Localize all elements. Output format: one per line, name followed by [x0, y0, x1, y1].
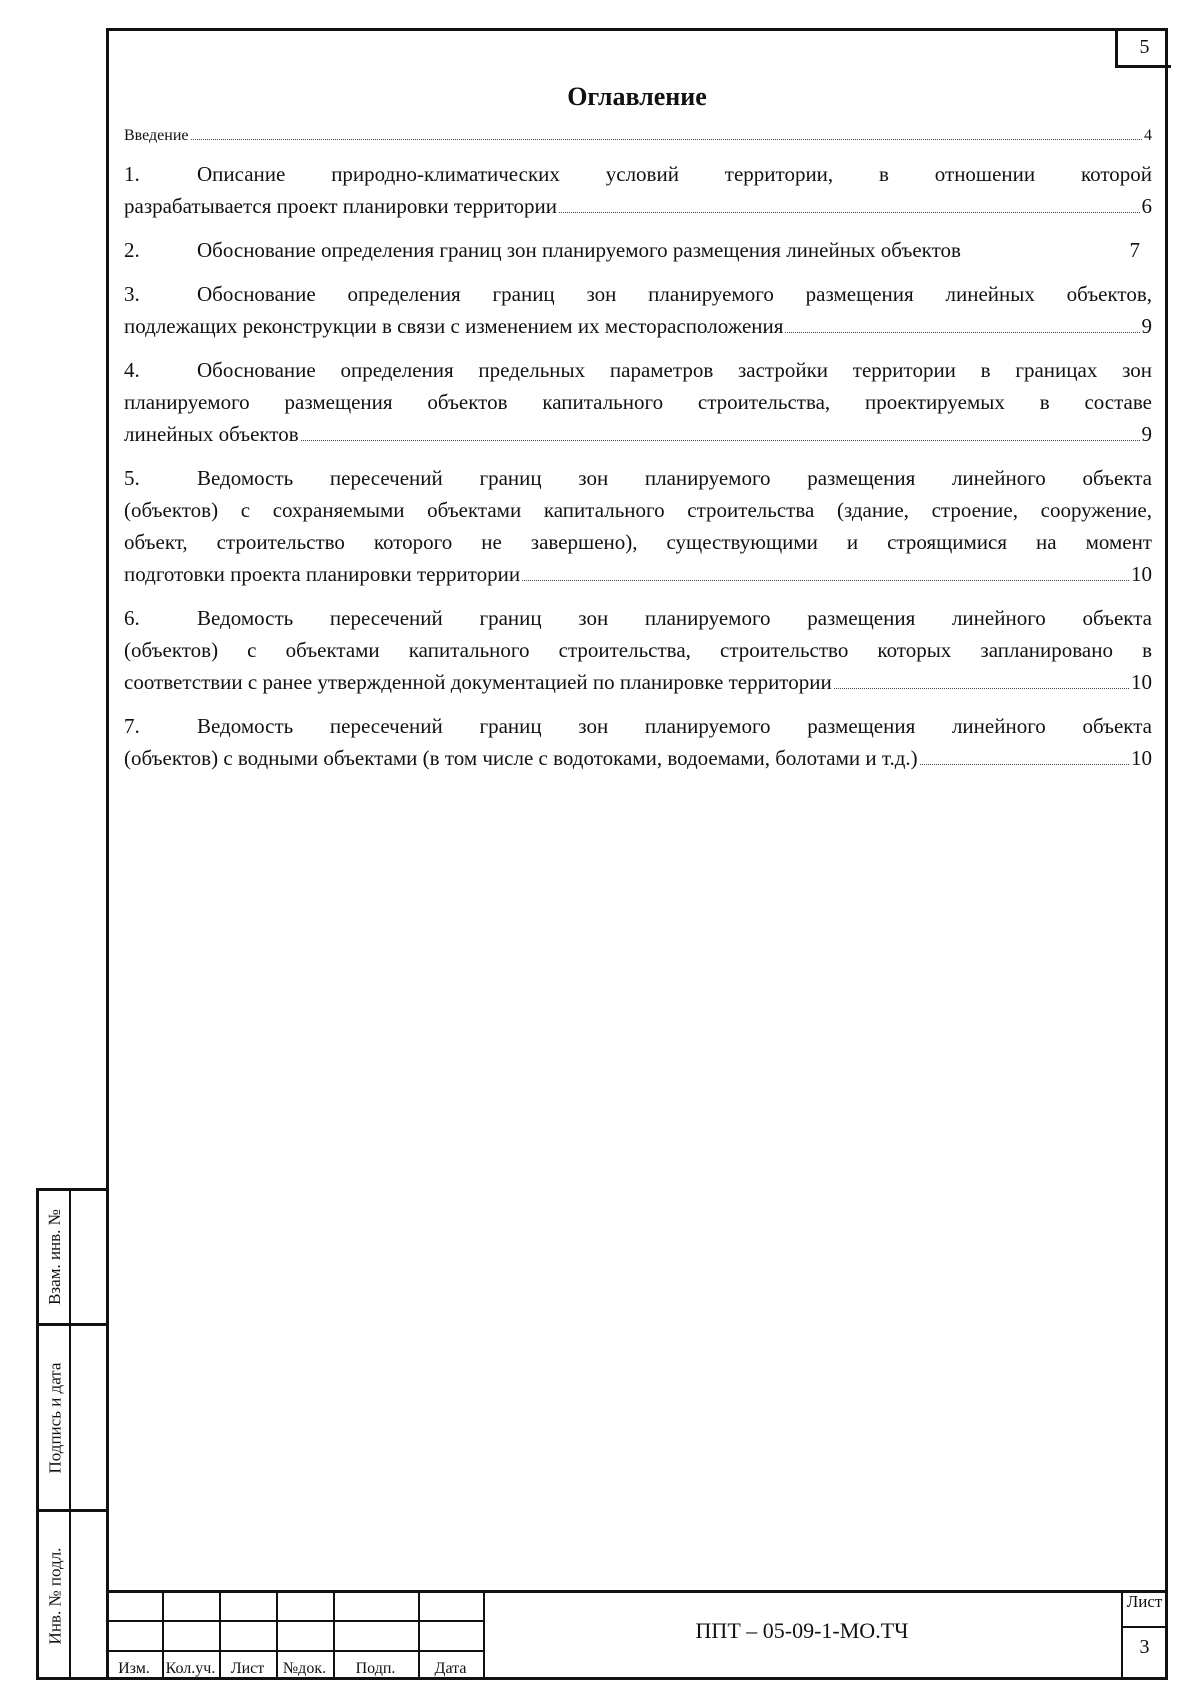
- col-kol-uch: Кол.уч.: [165, 1660, 216, 1677]
- title-block-top-line: [106, 1590, 1168, 1593]
- col-ndok: №док.: [282, 1660, 327, 1677]
- toc-entry-line: [124, 558, 1152, 590]
- sheet-number: 3: [1139, 1636, 1150, 1658]
- toc-entry-number: 4.: [124, 358, 140, 382]
- col-data: Дата: [434, 1660, 467, 1677]
- left-stamp-divider: [69, 1191, 71, 1677]
- toc-entry-line: [124, 462, 1152, 494]
- page-number-box: 5: [1115, 28, 1171, 68]
- toc-entry[interactable]: [124, 462, 1152, 590]
- toc-entry-line: [124, 190, 1152, 222]
- left-stamp: [36, 1188, 106, 1680]
- toc-entry-text: разрабатывается проект планировки территории: [124, 194, 558, 218]
- toc-entry-line: [124, 494, 1152, 526]
- toc-entry-text: планируемого размещения объектов капитального строительства, проектируемых в составе: [124, 390, 1152, 414]
- toc-entry-page: 9: [1141, 314, 1152, 338]
- toc-entry[interactable]: [124, 158, 1152, 222]
- toc-entry-text: Ведомость пересечений границ зон планируемого размещения линейного объекта: [197, 714, 1152, 738]
- toc-entry-number: 3.: [124, 282, 140, 306]
- toc-entry-page: 10: [1131, 562, 1152, 586]
- toc-entry-number: 2.: [124, 238, 140, 262]
- dot-leader: [301, 440, 1140, 441]
- dot-leader: [191, 139, 1143, 140]
- toc-entry-number: 7.: [124, 714, 140, 738]
- toc-entry-line: [124, 742, 1152, 774]
- toc-entry-line: [124, 234, 1152, 266]
- toc-entry-text: Описание природно-климатических условий территории, в отношении которой: [197, 162, 1152, 186]
- toc-entry-text: линейных объектов: [124, 422, 299, 446]
- toc-entry-line: [124, 310, 1152, 342]
- toc-entry-line: [124, 158, 1152, 190]
- toc-entry[interactable]: [124, 354, 1152, 450]
- toc-intro-label: Введение: [124, 127, 189, 144]
- dot-leader: [785, 332, 1139, 333]
- toc-entry-page: 7: [1129, 238, 1140, 262]
- dot-leader: [920, 764, 1129, 765]
- toc-entry-line: [124, 666, 1152, 698]
- sheet-box-line: [1121, 1626, 1168, 1628]
- document-code: ППТ – 05-09-1-МО.ТЧ: [695, 1618, 909, 1643]
- toc-entry-line: [124, 278, 1152, 310]
- toc-entry-text: Ведомость пересечений границ зон планируемого размещения линейного объекта: [197, 606, 1152, 630]
- title-block: [106, 1590, 1168, 1680]
- dot-leader: [834, 688, 1129, 689]
- dot-leader: [522, 580, 1129, 581]
- toc-entry[interactable]: [124, 234, 1152, 266]
- toc-entry-text: объект, строительство которого не завершено), существующими и строящимися на момент: [124, 530, 1152, 554]
- toc-entry-line: [124, 418, 1152, 450]
- toc-entry-text: (объектов) с водными объектами (в том числе с водотоками, водоемами, болотами и т.д.): [124, 746, 918, 770]
- toc-entry-page: 10: [1131, 670, 1152, 694]
- toc-entry-line: [124, 386, 1152, 418]
- toc-entry-line: [124, 526, 1152, 558]
- toc-entry-text: (объектов) с сохраняемыми объектами капитального строительства (здание, строение, сооружение,: [124, 498, 1152, 522]
- toc-entry[interactable]: [124, 278, 1152, 342]
- toc-entry-text: подлежащих реконструкции в связи с изменением их месторасположения: [124, 314, 784, 338]
- toc-entries: [124, 158, 1152, 774]
- sheet-label: Лист: [1126, 1592, 1163, 1611]
- toc-entry-text: Обоснование определения предельных параметров застройки территории в границах зон: [197, 358, 1152, 382]
- toc-entry-text: соответствии с ранее утвержденной документацией по планировке территории: [124, 670, 832, 694]
- table-of-contents: [124, 126, 1152, 774]
- toc-entry-text: Обоснование определения границ зон планируемого размещения линейных объектов,: [197, 282, 1152, 306]
- toc-title: Оглавление: [567, 82, 707, 111]
- dot-leader: [559, 212, 1139, 213]
- toc-entry-line: [124, 354, 1152, 386]
- vzam-inv-label: Взам. инв. №: [45, 1209, 64, 1305]
- toc-entry-text: Обоснование определения границ зон планируемого размещения линейных объектов: [197, 238, 961, 262]
- col-izm: Изм.: [118, 1660, 150, 1677]
- col-list: Лист: [230, 1660, 265, 1677]
- toc-entry-line: [124, 602, 1152, 634]
- podpis-data-label: Подпись и дата: [45, 1362, 64, 1473]
- toc-entry-line: [124, 634, 1152, 666]
- toc-entry-line: [124, 710, 1152, 742]
- toc-entry-text: (объектов) с объектами капитального строительства, строительство которых запланировано в: [124, 638, 1152, 662]
- toc-entry[interactable]: [124, 602, 1152, 698]
- toc-entry-page: 6: [1141, 194, 1152, 218]
- toc-entry-text: Ведомость пересечений границ зон планируемого размещения линейного объекта: [197, 466, 1152, 490]
- toc-intro-page: 4: [1144, 127, 1152, 144]
- toc-entry-page: 10: [1131, 746, 1152, 770]
- toc-entry[interactable]: [124, 710, 1152, 774]
- toc-intro[interactable]: [124, 126, 1152, 146]
- inv-podl-label: Инв. № подл.: [45, 1547, 64, 1645]
- toc-entry-text: подготовки проекта планировки территории: [124, 562, 521, 586]
- toc-entry-number: 1.: [124, 162, 140, 186]
- toc-entry-number: 6.: [124, 606, 140, 630]
- col-podp: Подп.: [355, 1660, 396, 1677]
- toc-entry-page: 9: [1141, 422, 1152, 446]
- toc-entry-number: 5.: [124, 466, 140, 490]
